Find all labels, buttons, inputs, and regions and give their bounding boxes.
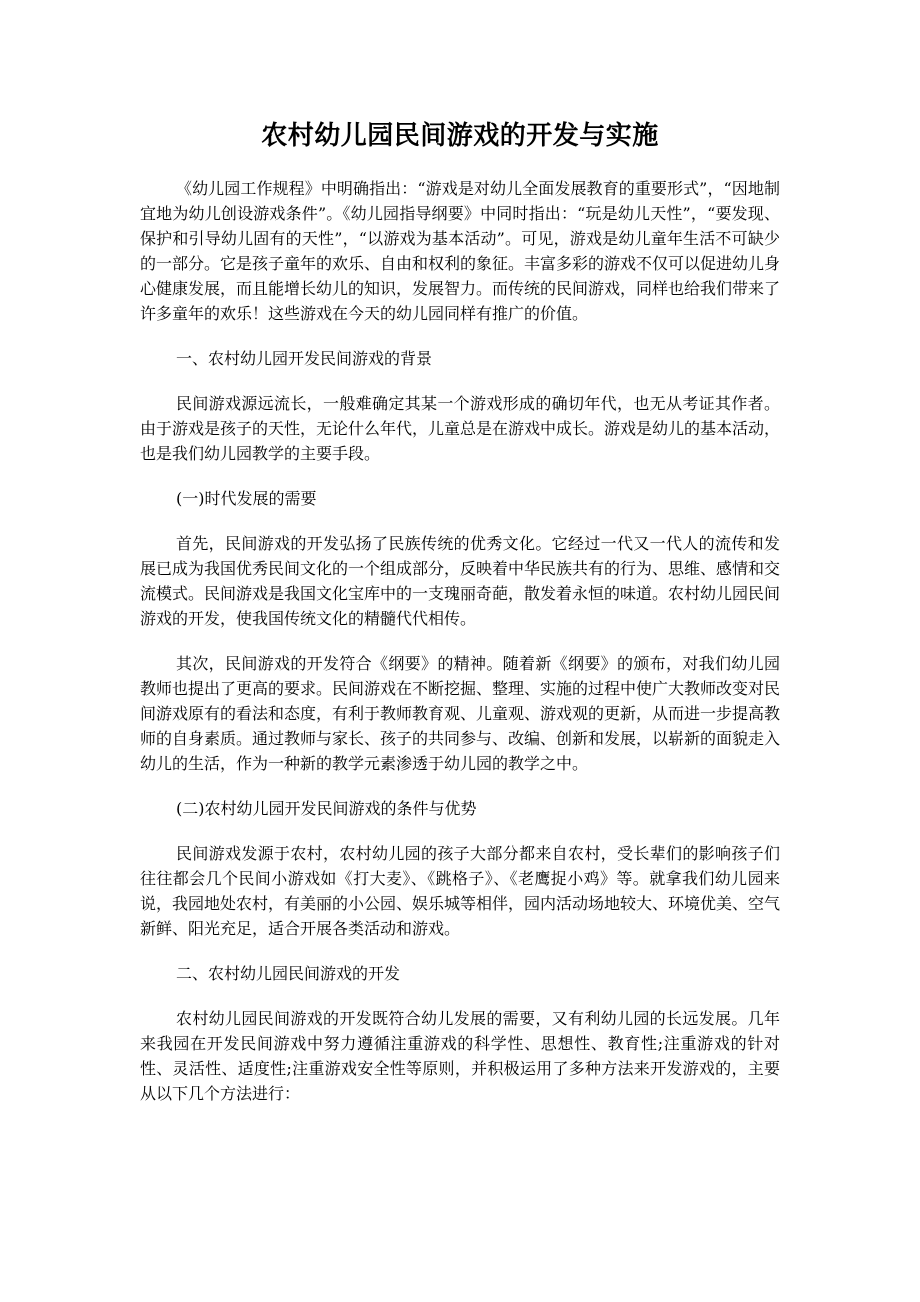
paragraph-conditions: 民间游戏发源于农村，农村幼儿园的孩子大部分都来自农村，受长辈们的影响孩子们往往都会几个民间小游戏如《打大麦》、《跳格子》、《老鹰捉小鸡》等。就拿我们幼儿园来说，我园地处农村，有美丽的小公园、娱乐城等相伴，园内活动场地较大、环境优美、空气新鲜、阳光充足，适合开展各类活动和游戏。 [140, 844, 781, 938]
paragraph-origin: 民间游戏源远流长，一般难确定其某一个游戏形成的确切年代，也无从考证其作者。由于游戏是孩子的天性，无论什么年代，儿童总是在游戏中成长。游戏是幼儿的基本活动，也是我们幼儿园教学的主要手段。 [140, 394, 781, 463]
paragraph-first: 首先，民间游戏的开发弘扬了民族传统的优秀文化。它经过一代又一代人的流传和发展已成为我国优秀民间文化的一个组成部分，反映着中华民族共有的行为、思维、感情和交流模式。民间游戏是我国文化宝库中的一支瑰丽奇葩，散发着永恒的味道。农村幼儿园民间游戏的开发，使我国传统文化的精髓代代相传。 [140, 534, 781, 628]
subsection-heading-era-needs: (一)时代发展的需要 [176, 489, 317, 508]
section-heading-background: 一、农村幼儿园开发民间游戏的背景 [176, 349, 433, 368]
page-title: 农村幼儿园民间游戏的开发与实施 [261, 121, 659, 151]
document-body [140, 176, 780, 1126]
subsection-heading-conditions: (二)农村幼儿园开发民间游戏的条件与优势 [176, 799, 477, 818]
paragraph-intro: 《幼儿园工作规程》中明确指出：“游戏是对幼儿全面发展教育的重要形式”，“因地制宜地为幼儿创设游戏条件”。《幼儿园指导纲要》中同时指出：“玩是幼儿天性”，“要发现、保护和引导幼儿固有的天性”，“以游戏为基本活动”。可见，游戏是幼儿童年生活不可缺少的一部分。它是孩子童年的欢乐、自由和权利的象征。丰富多彩的游戏不仅可以促进幼儿身心健康发展，而且能增长幼儿的知识，发展智力。而传统的民间游戏，同样也给我们带来了许多童年的欢乐！这些游戏在今天的幼儿园同样有推广的价值。 [140, 179, 781, 323]
paragraph-second: 其次，民间游戏的开发符合《纲要》的精神。随着新《纲要》的颁布，对我们幼儿园教师也提出了更高的要求。民间游戏在不断挖掘、整理、实施的过程中使广大教师改变对民间游戏原有的看法和态度，有利于教师教育观、儿童观、游戏观的更新，从而进一步提高教师的自身素质。通过教师与家长、孩子的共同参与、改编、创新和发展，以崭新的面貌走入幼儿的生活，作为一种新的教学元素渗透于幼儿园的教学之中。 [140, 654, 781, 773]
paragraph-development: 农村幼儿园民间游戏的开发既符合幼儿发展的需要，又有利幼儿园的长远发展。几年来我园在开发民间游戏中努力遵循注重游戏的科学性、思想性、教育性;注重游戏的针对性、灵活性、适度性;注重游戏安全性等原则，并积极运用了多种方法来开发游戏的，主要从以下几个方法进行： [140, 1009, 780, 1103]
section-heading-development: 二、农村幼儿园民间游戏的开发 [176, 964, 401, 983]
